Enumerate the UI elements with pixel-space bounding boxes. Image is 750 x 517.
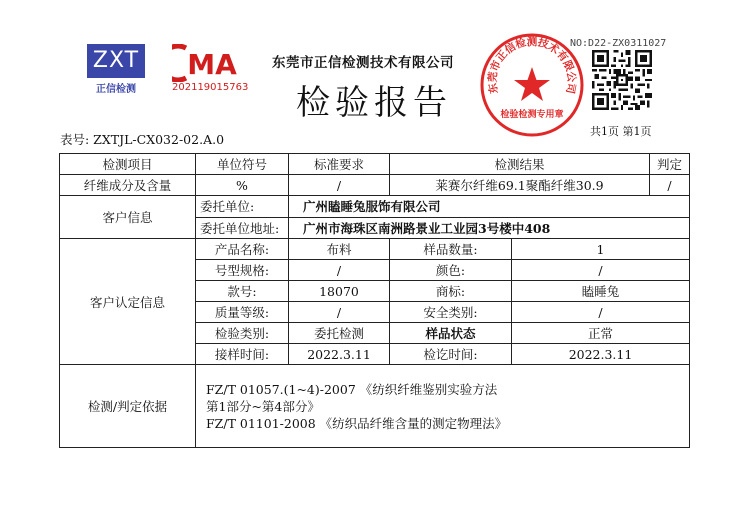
confirm-row-product <box>60 239 690 260</box>
company-name: 东莞市正信检测技术有限公司 <box>272 55 454 71</box>
style-no-value: 18070 <box>289 281 390 302</box>
style-no-label: 款号: <box>196 281 289 302</box>
brand-label: 商标: <box>390 281 512 302</box>
model-label: 号型规格: <box>196 260 289 281</box>
inspect-type-label: 检验类别: <box>196 323 289 344</box>
color-value: / <box>512 260 690 281</box>
client-unit-row <box>60 196 690 218</box>
brand-value: 瞌睡兔 <box>512 281 690 302</box>
report-table <box>59 153 690 448</box>
zxt-logo-mark: ZXT <box>87 44 145 78</box>
client-address-label: 委托单位地址: <box>196 217 289 239</box>
safety-value: / <box>512 302 690 323</box>
zxt-logo <box>87 44 145 94</box>
basis-line-3: FZ/T 01101-2008 《纺织品纤维含量的测定物理法》 <box>206 415 508 431</box>
fiber-judge: / <box>650 175 690 196</box>
seal-star-icon <box>514 67 550 101</box>
client-info-label: 客户信息 <box>60 196 196 239</box>
sample-state-label: 样品状态 <box>390 323 512 344</box>
color-label: 颜色: <box>390 260 512 281</box>
client-unit-value: 广州瞌睡兔服饰有限公司 <box>289 196 690 218</box>
product-name-label: 产品名称: <box>196 239 289 260</box>
basis-line-2: 第1部分~第4部分》 <box>206 398 320 414</box>
fiber-result: 莱赛尔纤维69.1聚酯纤维30.9 <box>390 175 650 196</box>
seal-arc-text: 东莞市正信检测技术有限公司 <box>486 36 578 95</box>
form-number: 表号: ZXTJL-CX032-02.A.0 <box>60 132 225 147</box>
inspect-type-value: 委托检测 <box>289 323 390 344</box>
cma-logo <box>172 44 249 94</box>
cma-logo-letters: MA <box>187 48 237 81</box>
seal-sub-text: 检验检测专用章 <box>500 110 564 120</box>
finish-date-value: 2022.3.11 <box>512 344 690 365</box>
basis-line-1: FZ/T 01057.(1~4)-2007 《纺织纤维鉴别实验方法 <box>206 381 498 397</box>
fiber-item: 纤维成分及含量 <box>60 175 196 196</box>
sample-state-value: 正常 <box>512 323 690 344</box>
serial-number: NO:D22-ZX0311027 <box>570 38 667 49</box>
qr-code-icon <box>592 50 652 110</box>
basis-row <box>60 365 690 448</box>
basis-content <box>196 365 690 448</box>
fiber-content-row <box>60 175 690 196</box>
header-item: 检测项目 <box>60 154 196 175</box>
fiber-standard: / <box>289 175 390 196</box>
header-unit: 单位符号 <box>196 154 289 175</box>
sample-qty-label: 样品数量: <box>390 239 512 260</box>
client-address-value: 广州市海珠区南洲路景业工业园3号楼中408 <box>289 217 690 239</box>
page-title: 检验报告 <box>296 83 452 123</box>
grade-label: 质量等级: <box>196 302 289 323</box>
page-info: 共1页 第1页 <box>590 125 652 138</box>
model-value: / <box>289 260 390 281</box>
header-judge: 判定 <box>650 154 690 175</box>
table-header-row <box>60 154 690 175</box>
confirm-info-label: 客户认定信息 <box>60 239 196 365</box>
header-standard: 标准要求 <box>289 154 390 175</box>
receive-date-value: 2022.3.11 <box>289 344 390 365</box>
cma-code: 202119015763 <box>172 82 249 93</box>
grade-value: / <box>289 302 390 323</box>
fiber-unit: % <box>196 175 289 196</box>
cma-logo-icon <box>172 44 246 82</box>
zxt-logo-caption: 正信检测 <box>96 84 136 95</box>
product-name-value: 布料 <box>289 239 390 260</box>
safety-label: 安全类别: <box>390 302 512 323</box>
finish-date-label: 检讫时间: <box>390 344 512 365</box>
sample-qty-value: 1 <box>512 239 690 260</box>
header-result: 检测结果 <box>390 154 650 175</box>
client-unit-label: 委托单位: <box>196 196 289 218</box>
basis-label: 检测/判定依据 <box>60 365 196 448</box>
receive-date-label: 接样时间: <box>196 344 289 365</box>
